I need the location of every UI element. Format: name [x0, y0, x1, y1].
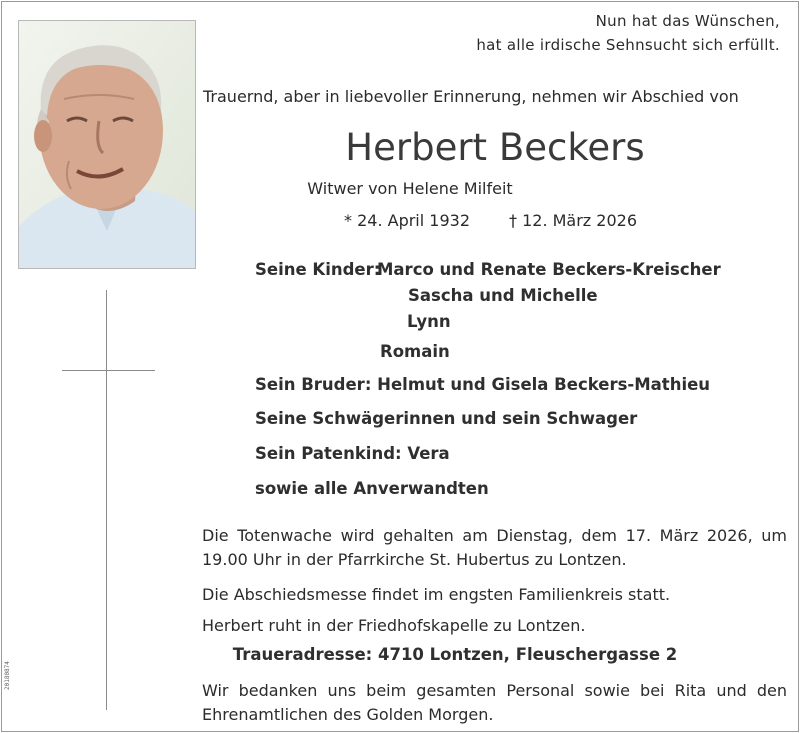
quote-line-2: hat alle irdische Sehnsucht sich erfüllt.	[476, 36, 780, 54]
children-line-4: Romain	[380, 342, 450, 361]
thanks-notice: Wir bedanken uns beim gesamten Personal sowie bei Rita und den Ehrenamtlichen des Golden Morgen.	[202, 681, 787, 724]
brother-line: Sein Bruder: Helmut und Gisela Beckers-Mathieu	[255, 375, 711, 394]
wake-notice: Die Totenwache wird gehalten am Dienstag, dem 17. März 2026, um 19.00 Uhr in der Pfarrkirche St. Hubertus zu Lontzen.	[202, 526, 787, 569]
mass-notice: Die Abschiedsmesse findet im engsten Familienkreis statt.	[202, 585, 671, 604]
cross-horizontal	[62, 370, 155, 371]
inlaws-line: Seine Schwägerinnen und sein Schwager	[255, 409, 638, 428]
deceased-name: Herbert Beckers	[345, 126, 645, 169]
address-line: Traueradresse: 4710 Lontzen, Fleuschergasse 2	[232, 645, 678, 664]
children-line-2: Sascha und Michelle	[408, 286, 598, 305]
intro-text: Trauernd, aber in liebevoller Erinnerung, nehmen wir Abschied von	[203, 87, 739, 106]
godchild-line: Sein Patenkind: Vera	[255, 444, 450, 463]
children-label: Seine Kinder:	[255, 260, 381, 279]
rest-notice: Herbert ruht in der Friedhofskapelle zu Lontzen.	[202, 616, 586, 635]
children-line-1: Marco und Renate Beckers-Kreischer	[377, 260, 721, 279]
widower-line: Witwer von Helene Milfeit	[307, 179, 513, 198]
death-date: † 12. März 2026	[509, 211, 638, 230]
birth-date: * 24. April 1932	[344, 211, 470, 230]
quote-line-1: Nun hat das Wünschen,	[595, 12, 780, 30]
reference-code: 20180874	[4, 661, 11, 690]
relatives-line: sowie alle Anverwandten	[255, 479, 489, 498]
children-line-3: Lynn	[407, 312, 451, 331]
